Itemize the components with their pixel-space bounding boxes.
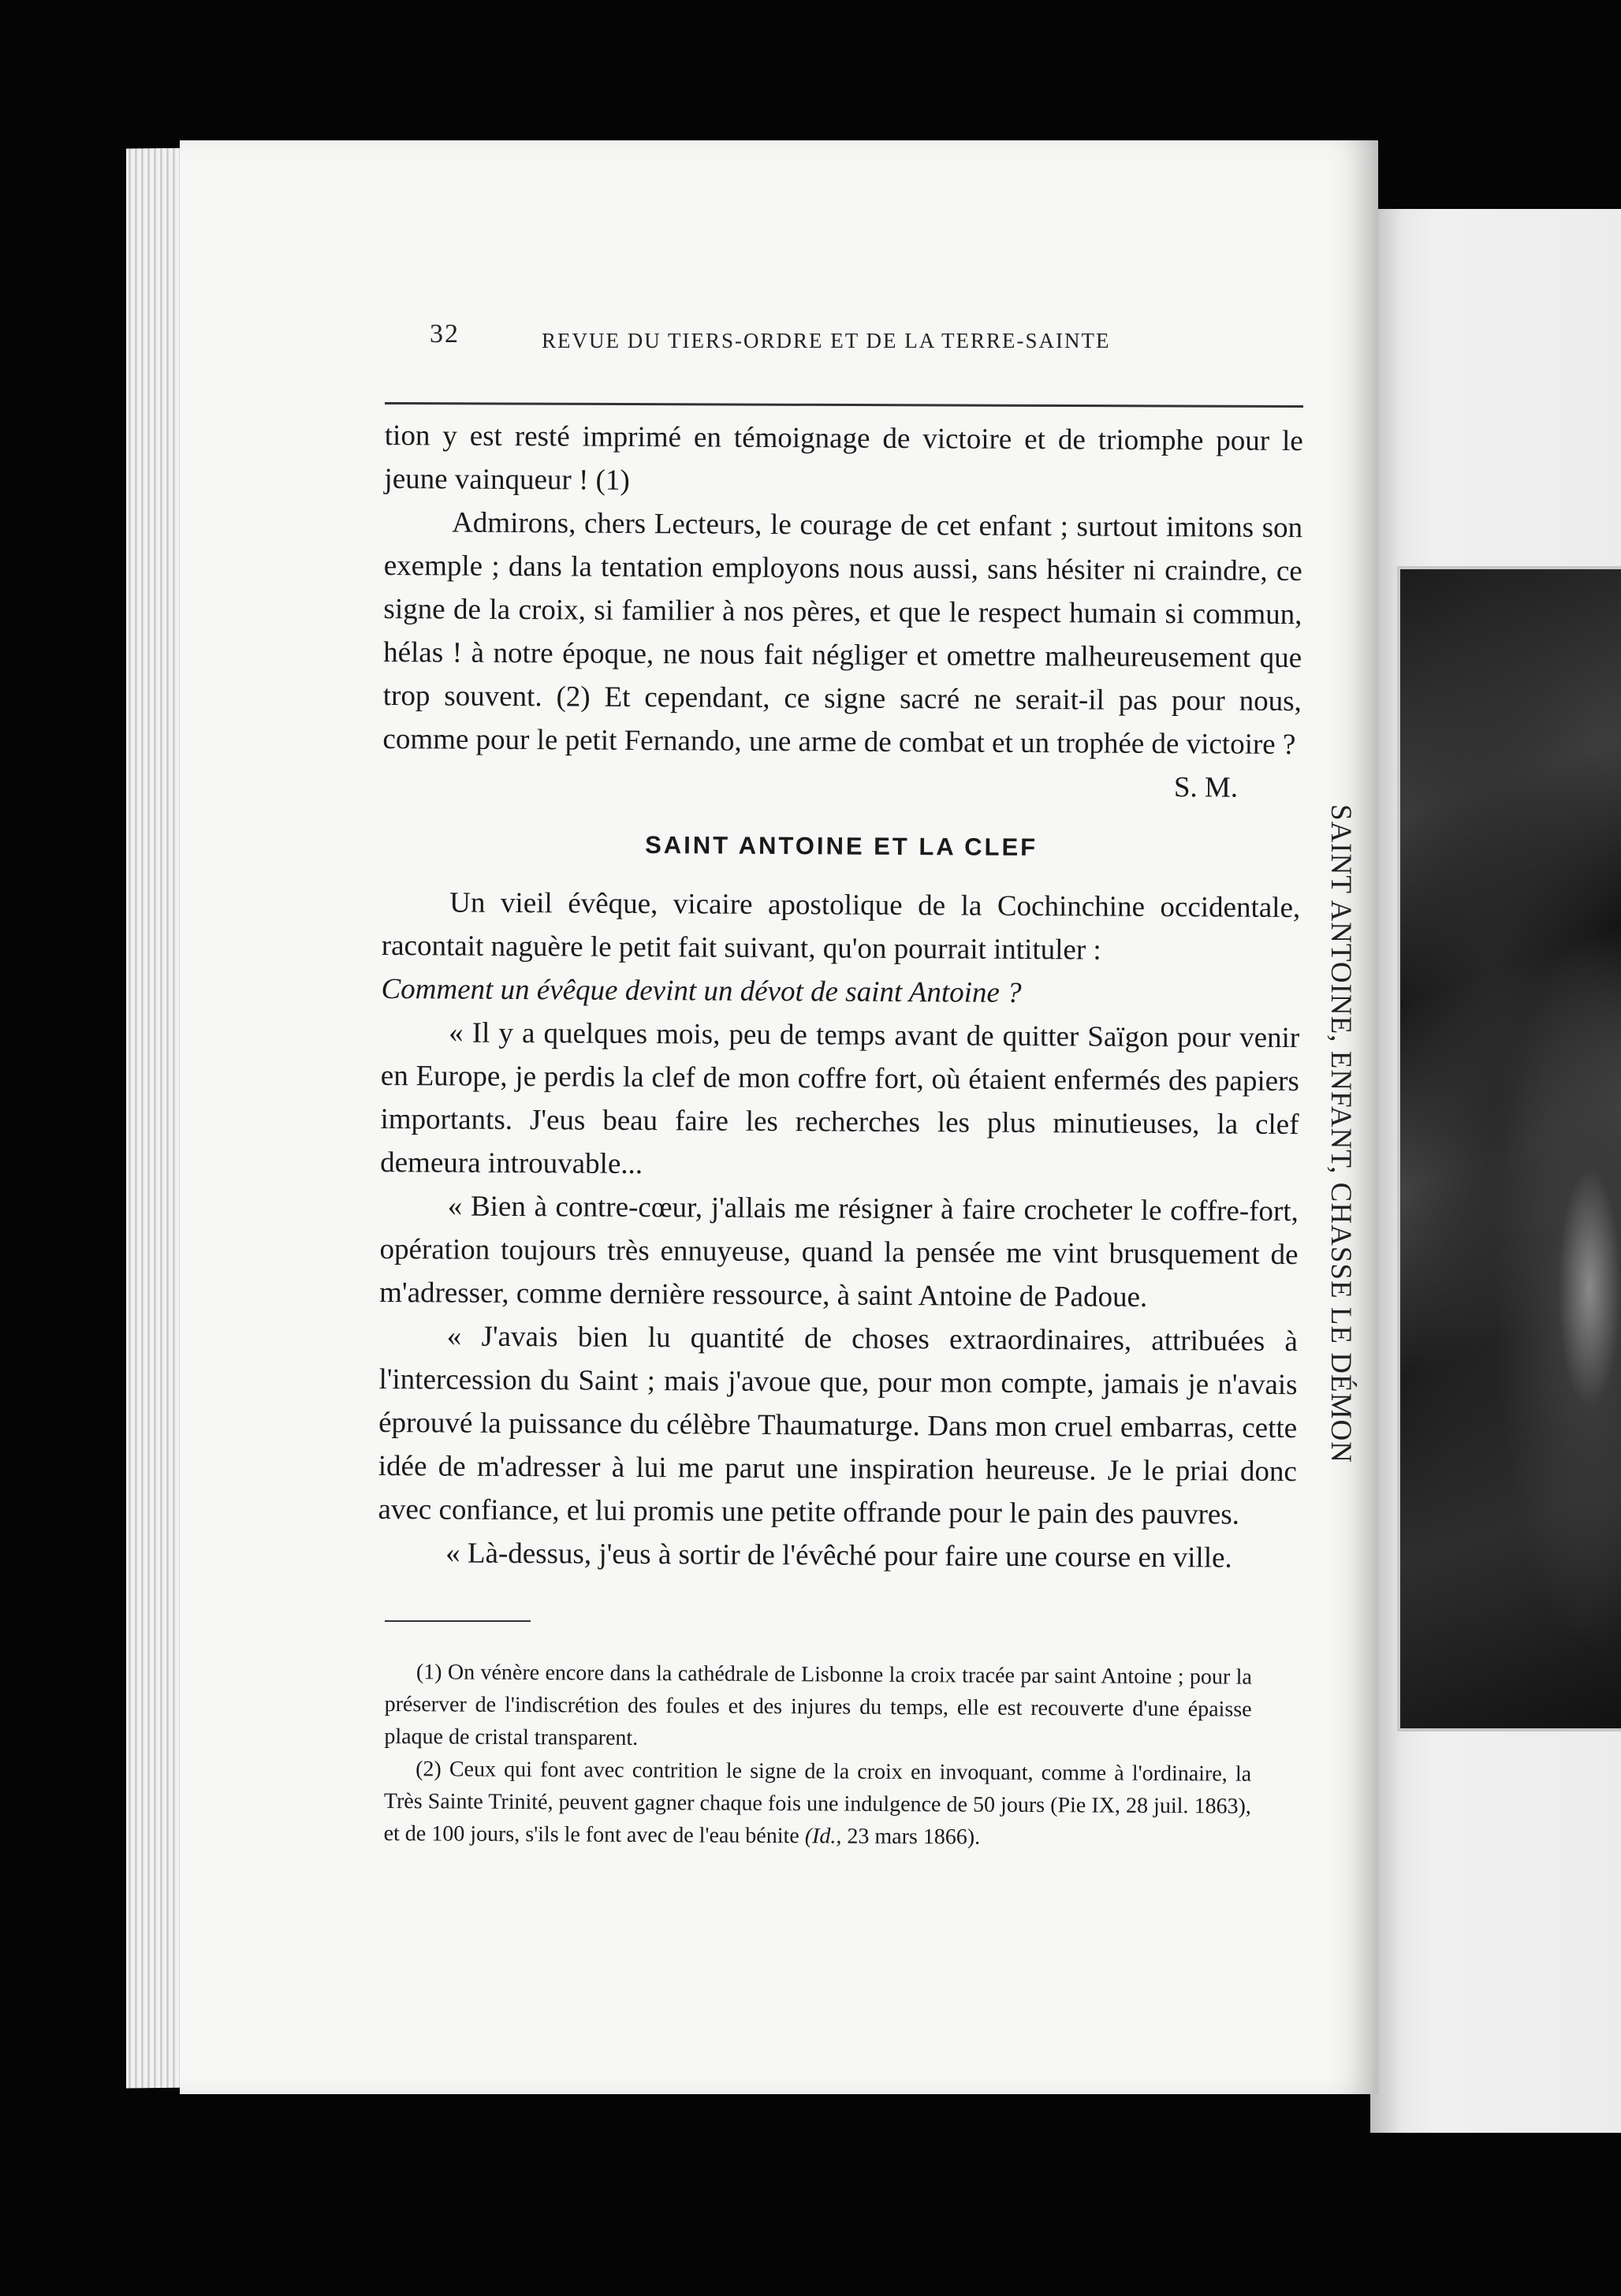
body-text [378,414,1303,1580]
signature: S. M. [1173,771,1239,804]
paragraph-thaumaturge: « J'avais bien lu quantité de choses extraordinaires, attribuées à l'intercession du Saint ; mais j'avoue que, pour mon compte, jamais je n'avais éprouvé la puissance du célèbre Thaumaturge. Dans mon cruel embarras, cette idée de m'adresser à lui me parut une inspiration heureuse. Je le priai donc avec confiance, et lui promis une petite offrande pour le pain des pauvres. [378,1320,1298,1531]
footnote-2-italic: (Id., [804,1824,842,1849]
story-title-italic: Comment un évêque devint un dévot de saint Antoine ? [381,972,1022,1009]
footnote-1: (1) On vénère encore dans la cathédrale de Lisbonne la croix tracée par saint Antoine ; pour la préserver de l'indiscrétion des foules et des injures du temps, elle est recouverte d'une épaisse plaque de cristal transparent. [384,1660,1252,1750]
footnote-2-text: (2) Ceux qui font avec contrition le signe de la croix en invoquant, comme à l'ordinaire, la Très Sainte Trinité, peuvent gagner chaque fois une indulgence de 50 jours (Pie IX, 28 juil. 1863), et de 100 jours, s'ils le font avec de l'eau bénite [383,1757,1252,1849]
paragraph-continuation: tion y est resté imprimé en témoignage de victoire et de triomphe pour le jeune vainqueur ! (1) [384,419,1303,497]
paragraph-eveche: « Là-dessus, j'eus à sortir de l'évêché pour faire une course en ville. [445,1537,1232,1575]
footnotes [383,1656,1251,1855]
paragraph-intro: Un vieil évêque, vicaire apostolique de la Cochinchine occidentale, racontait naguère le petit fait suivant, qu'on pourrait intituler : [381,886,1301,967]
plate-caption: SAINT ANTOINE, ENFANT, CHASSE LE DÉMON [1325,804,1357,1463]
running-title: REVUE DU TIERS-ORDRE ET DE LA TERRE-SAINTE [542,329,1111,352]
footnote-2-date: 23 mars 1866). [847,1824,981,1850]
running-header [430,319,1281,367]
footnote-rule [385,1620,531,1622]
section-title: SAINT ANTOINE ET LA CLEF [645,831,1038,862]
paragraph-admirons: Admirons, chers Lecteurs, le courage de cet enfant ; surtout imitons son exemple ; dans la tentation employons nous aussi, sans hésiter ni craindre, ce signe de la croix, si familier à nos pères, et que le respect humain si commun, hélas ! à notre époque, ne nous fait négliger et omettre malheureusement que trop souvent. (2) Et cependant, ce signe sacré ne serait-il pas pour nous, comme pour le petit Fernando, une arme de combat et un trophée de victoire ? [382,506,1303,762]
page-number: 32 [430,319,460,348]
paragraph-saigon: « Il y a quelques mois, peu de temps avant de quitter Saïgon pour venir en Europe, je perdis la clef de mon coffre fort, où étaient enfermés des papiers importants. J'eus beau faire les recherches les plus minutieuses, la clef demeura introuvable... [380,1016,1300,1181]
footnote-2 [383,1753,1251,1855]
paragraph-coffre: « Bien à contre-cœur, j'allais me résigner à faire crocheter le coffre-fort, opération toujours très ennuyeuse, quand la pensée me vint brusquement de m'adresser, comme dernière ressource, à saint Antoine de Padoue. [379,1190,1299,1314]
plate-illustration [1397,566,1621,1731]
story-title-line [381,967,1299,1016]
